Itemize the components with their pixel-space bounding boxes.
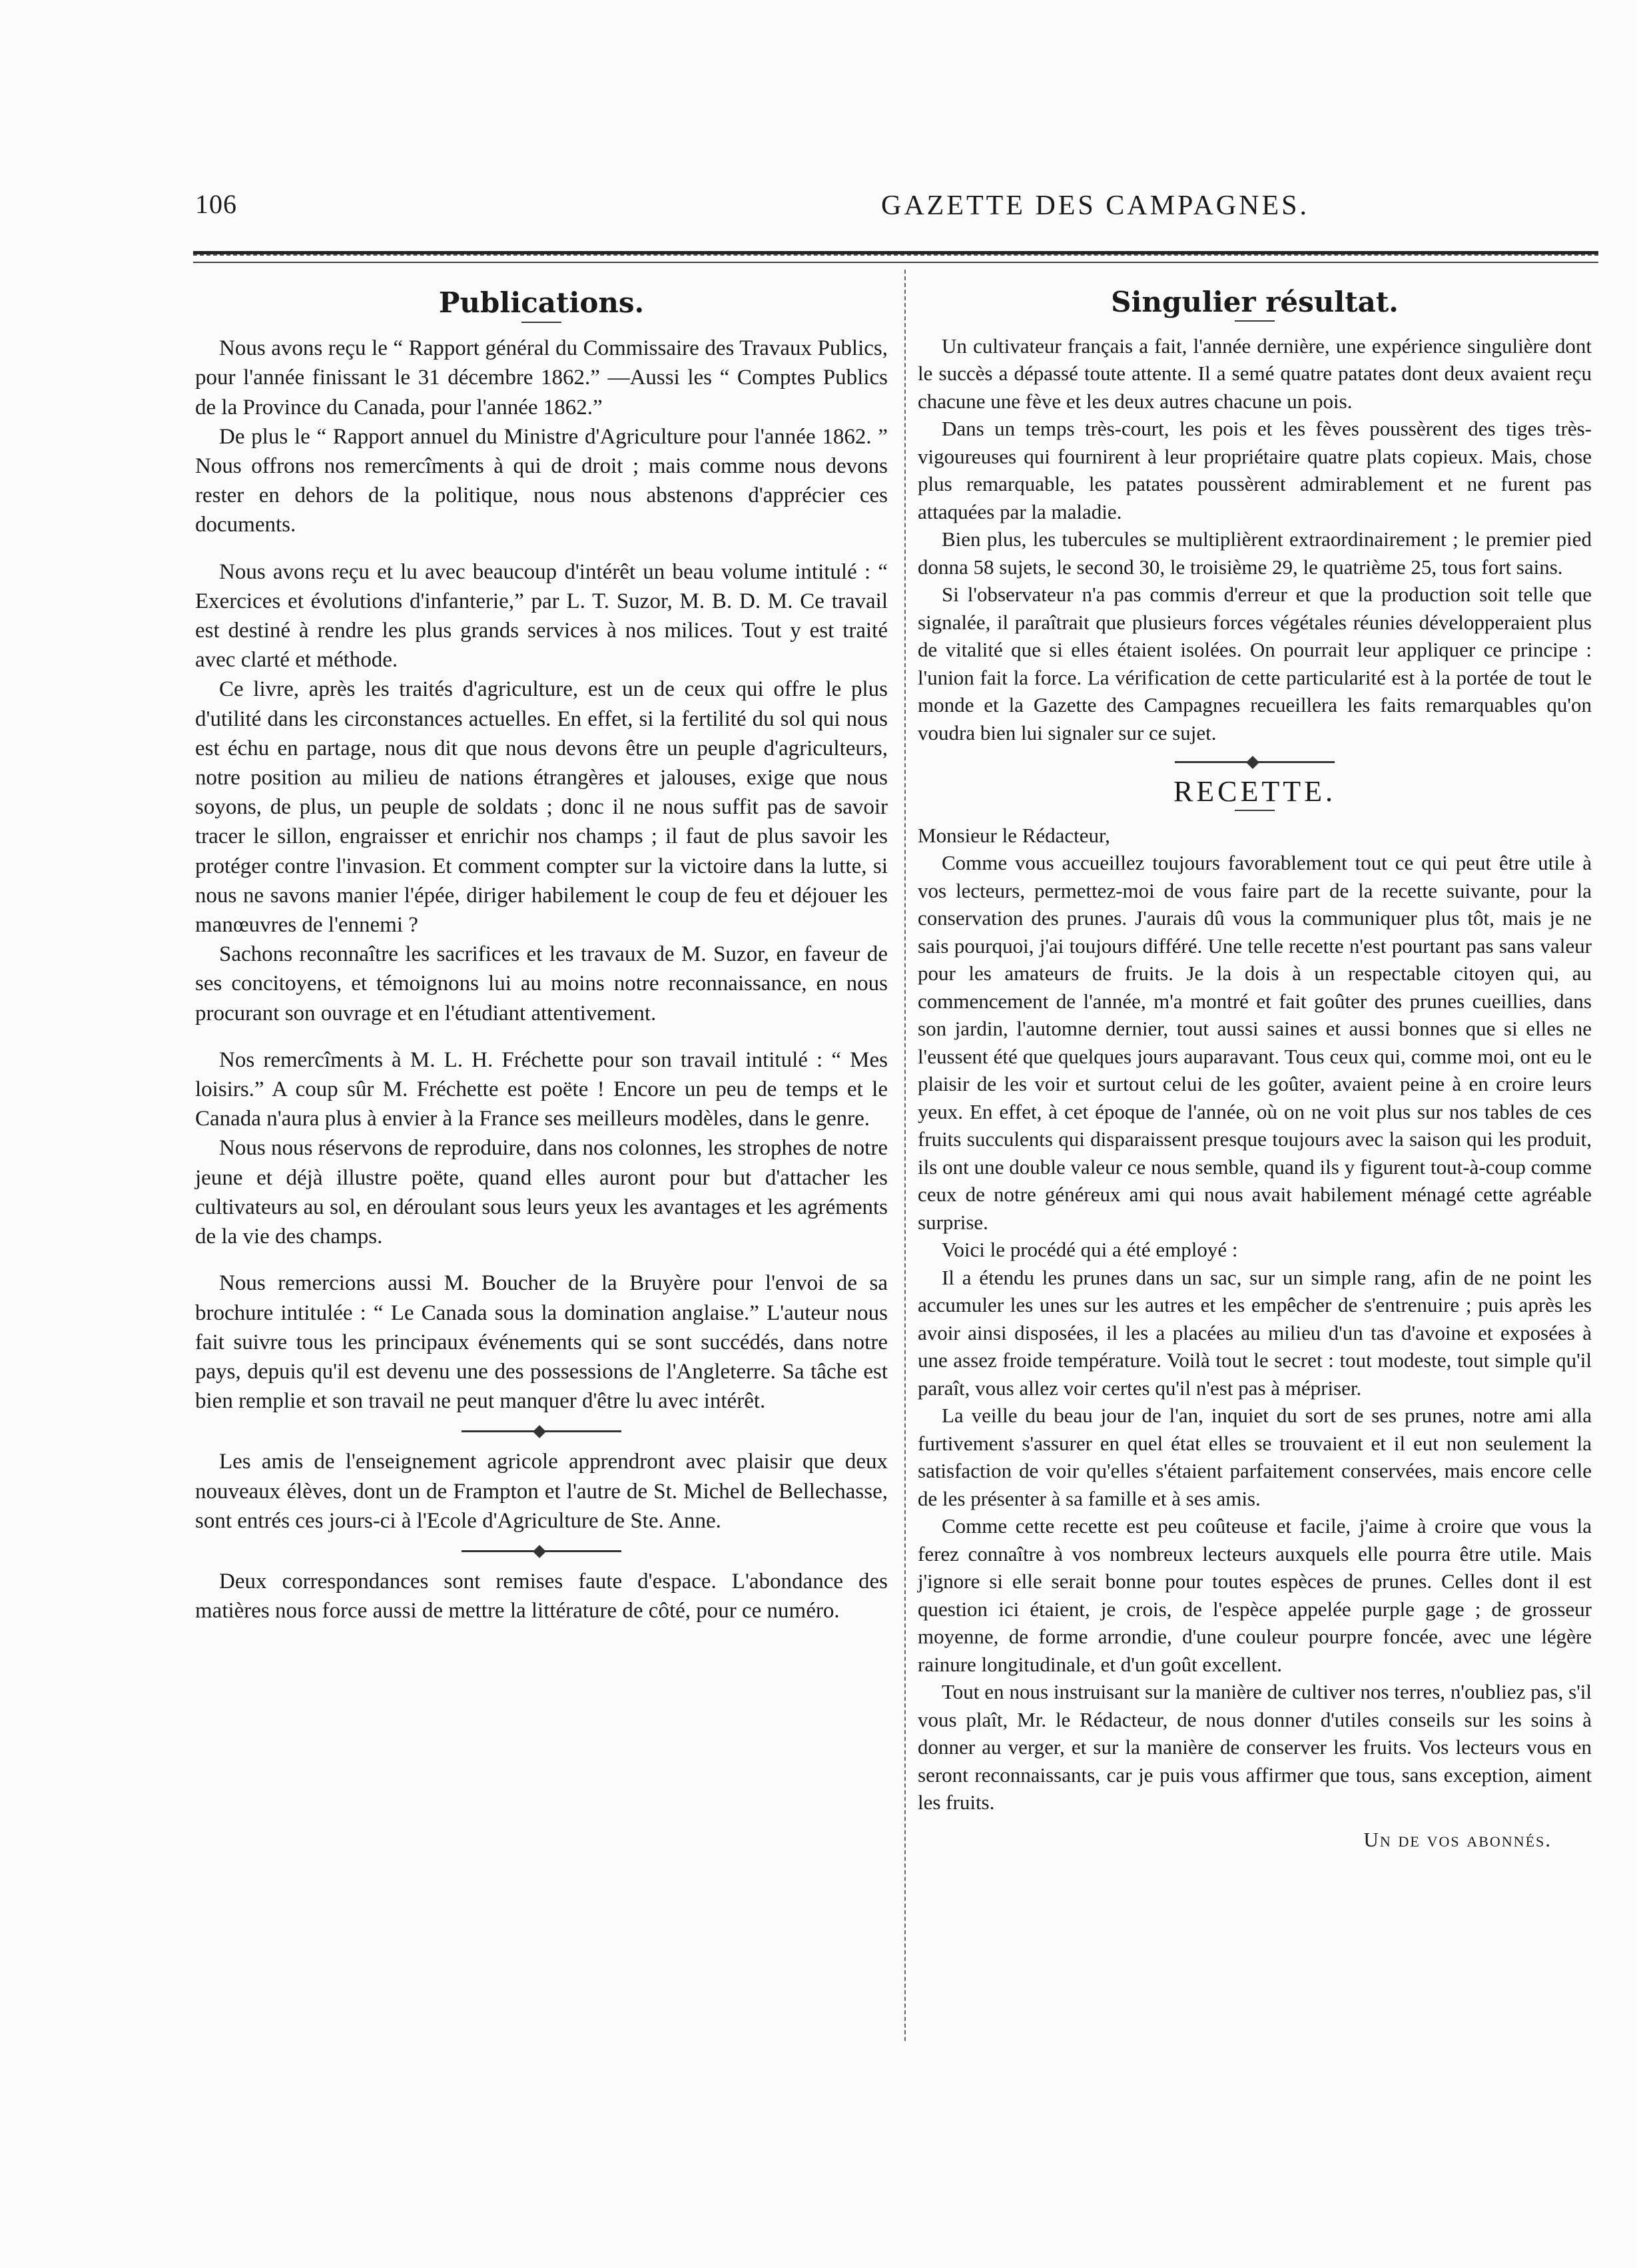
- title-rule: [1235, 320, 1275, 322]
- paragraph: Un cultivateur français a fait, l'année dernière, une expérience singulière dont le succès a dépassé toute attente. Il a semé quatre patates dont deux avaient reçu chacune une fève et les deux autres chacune un pois.: [918, 334, 1592, 413]
- page-number: 106: [195, 189, 237, 219]
- paragraph: Il a étendu les prunes dans un sac, sur un simple rang, afin de ne point les accumuler les unes sur les autres et les empêcher de s'entrenuire ; puis après les avoir ainsi disposées, il les a placées au milieu d'un tas d'avoine et exposées à une assez froide température. Voilà tout le secret : tout modeste, tout simple qu'il paraît, vous allez voir certes qu'il n'est pas à mépriser.: [918, 1265, 1592, 1400]
- paragraph: Nous nous réservons de reproduire, dans nos colonnes, les strophes de notre jeune et déjà illustre poëte, quand elles auront pour but d'attacher les cultivateurs au sol, en déroulant sous leurs yeux les avantages et les agréments de la vie des champs.: [195, 1136, 888, 1249]
- left-column: [195, 283, 888, 1625]
- signature: Un de vos abonnés.: [1363, 1827, 1552, 1851]
- paragraph: Sachons reconnaître les sacrifices et les travaux de M. Suzor, en faveur de ses concitoyens, et témoignons lui au moins notre reconnaissance, en nous procurant son ouvrage et en l'étudiant attentivement.: [195, 942, 888, 1025]
- paragraph: Si l'observateur n'a pas commis d'erreur et que la production soit telle que signalée, il paraîtrait que plusieurs forces végétales réunies développeraient plus de vitalité que si elles étaient isolées. On pourrait leur appliquer ce principe : l'union fait la force. La vérification de cette particularité est à la portée de tout le monde et la Gazette des Campagnes recueillera les faits remarquables qu'on voudra bien lui signaler sur ce sujet.: [918, 583, 1592, 744]
- right-column: [918, 283, 1592, 1853]
- paragraph: De plus le “ Rapport annuel du Ministre d'Agriculture pour l'année 1862. ” Nous offrons nos remercîments à qui de droit ; mais comme nous devons rester en dehors de la politique, nous nous abstenons d'apprécier ces documents.: [195, 424, 888, 537]
- paragraph: Tout en nous instruisant sur la manière de cultiver nos terres, n'oubliez pas, s'il vous plaît, Mr. le Rédacteur, de nous donner d'utiles conseils sur les soins à donner au verger, et sur la manière de conserver les fruits. Vos lecteurs vous en seront reconnaissants, car je puis vous affirmer que tous, sans exception, aiment les fruits.: [918, 1680, 1592, 1814]
- title-rule: [1235, 810, 1275, 811]
- paragraph: Ce livre, après les traités d'agriculture, est un de ceux qui offre le plus d'utilité dans les circonstances actuelles. En effet, si la fertilité du sol qui nous est échu en partage, nous dit que nous devons être un peuple d'agriculteurs, notre position au milieu de nations étrangères et jalouses, exige que nous soyons, de plus, un peuple de soldats ; donc il ne nous suffit pas de savoir tracer le sillon, engraisser et enrichir nos champs ; il faut de plus savoir les protéger contre l'invasion. Et comment compter sur la victoire dans la lutte, si nous ne savons manier l'épée, diriger habilement le coup de feu et déjouer les manœuvres de l'ennemi ?: [195, 677, 888, 938]
- ornament-divider: [462, 1430, 621, 1432]
- recette-title: RECETTE.: [1173, 775, 1337, 808]
- salutation: Monsieur le Rédacteur,: [918, 823, 1110, 847]
- ornament-divider: [1175, 761, 1335, 763]
- publications-title: Publications.: [438, 286, 645, 319]
- notice-paragraph: Deux correspondances sont remises faute d'espace. L'abondance des matières nous force aussi de mettre la littérature de côté, pour ce numéro.: [195, 1569, 888, 1623]
- page-header: [195, 188, 1594, 228]
- singulier-resultat-title: Singulier résultat.: [1111, 286, 1399, 318]
- header-rule: [193, 251, 1598, 256]
- journal-title: GAZETTE DES CAMPAGNES.: [881, 190, 1309, 221]
- paragraph: Voici le procédé qui a été employé :: [942, 1238, 1238, 1261]
- paragraph: Comme cette recette est peu coûteuse et facile, j'aime à croire que vous la ferez connaître à vos nombreux lecteurs auxquels elle pourra être utile. Mais j'ignore si elle serait bonne pour toutes espèces de prunes. Celles dont il est question ici étaient, je crois, de l'espèce appelée purple gage ; de grosseur moyenne, de forme arrondie, d'une couleur pourpre foncée, avec une légère rainure longitudinale, et d'un goût excellent.: [918, 1514, 1592, 1676]
- paragraph: Nous avons reçu et lu avec beaucoup d'intérêt un beau volume intitulé : “ Exercices et évolutions d'infanterie,” par L. T. Suzor, M. B. D. M. Ce travail est destiné à rendre les plus grands services à nos milices. Tout y est traité avec clarté et méthode.: [195, 559, 888, 673]
- paragraph: Nous remercions aussi M. Boucher de la Bruyère pour l'envoi de sa brochure intitulée : “ Le Canada sous la domination anglaise.” L'auteur nous fait suivre tous les principaux événements qui se sont succédés, dans notre pays, depuis qu'il est devenu une des possessions de l'Angleterre. Sa tâche est bien remplie et son travail ne peut manquer d'être lu avec intérêt.: [195, 1271, 888, 1414]
- column-divider: [904, 270, 906, 2041]
- notice-paragraph: Les amis de l'enseignement agricole apprendront avec plaisir que deux nouveaux élèves, dont un de Frampton et l'autre de St. Michel de Bellechasse, sont entrés ces jours-ci à l'Ecole d'Agriculture de Ste. Anne.: [195, 1450, 888, 1533]
- ornament-divider: [462, 1550, 621, 1552]
- paragraph: Comme vous accueillez toujours favorablement tout ce qui peut être utile à vos lecteurs, permettez-moi de vous faire part de la recette suivante, pour la conservation des prunes. J'aurais dû vous la communiquer plus tôt, mais je ne sais pourquoi, j'ai toujours différé. Une telle recette n'est pourtant pas sans valeur pour les amateurs de fruits. Je la dois à un respectable citoyen qui, au commencement de l'année, m'a montré et fait goûter des prunes cueillies, dans son jardin, l'automne dernier, tout aussi saines et aussi bonnes que si elles ne l'eussent été que quelques jours auparavant. Tous ceux qui, comme moi, ont eu le plaisir de les voir et surtout celui de les goûter, avaient peine à en croire leurs yeux. En effet, à cet époque de l'année, où on ne voit plus sur nos tables de ces fruits succulents qui disparaissent presque toujours avec la saison qui les produit, ils ont une double valeur ce nous semble, quand ils y figurent tout-à-coup comme ceux de notre généreux ami qui nous avait habilement ménagé cette agréable surprise.: [918, 851, 1592, 1234]
- paragraph: La veille du beau jour de l'an, inquiet du sort de ses prunes, notre ami alla furtivement s'assurer en quel état elles se trouvaient et il eut non seulement la satisfaction de voir qu'elles s'étaient parfaitement conservées, mais encore celle de les présenter à sa famille et à ses amis.: [918, 1404, 1592, 1510]
- paragraph: Bien plus, les tubercules se multiplièrent extraordinairement ; le premier pied donna 58 sujets, le second 30, le troisième 29, le quatrième 25, tous fort sains.: [918, 527, 1592, 579]
- paragraph: Nous avons reçu le “ Rapport général du Commissaire des Travaux Publics, pour l'année finissant le 31 décembre 1862.” —Aussi les “ Comptes Publics de la Province du Canada, pour l'année 1862.”: [195, 336, 888, 420]
- paragraph: Dans un temps très-court, les pois et les fèves poussèrent des tiges très-vigoureuses qui fournirent à leur propriétaire quatre plats copieux. Mais, chose plus remarquable, les patates poussèrent admirablement et ne furent pas attaquées par la maladie.: [918, 417, 1592, 523]
- header-rule-thin: [193, 262, 1598, 263]
- paragraph: Nos remercîments à M. L. H. Fréchette pour son travail intitulé : “ Mes loisirs.” A coup sûr M. Fréchette est poëte ! Encore un peu de temps et le Canada n'aura plus à envier à la France ses meilleurs modèles, dans le genre.: [195, 1047, 888, 1131]
- title-rule: [521, 322, 561, 323]
